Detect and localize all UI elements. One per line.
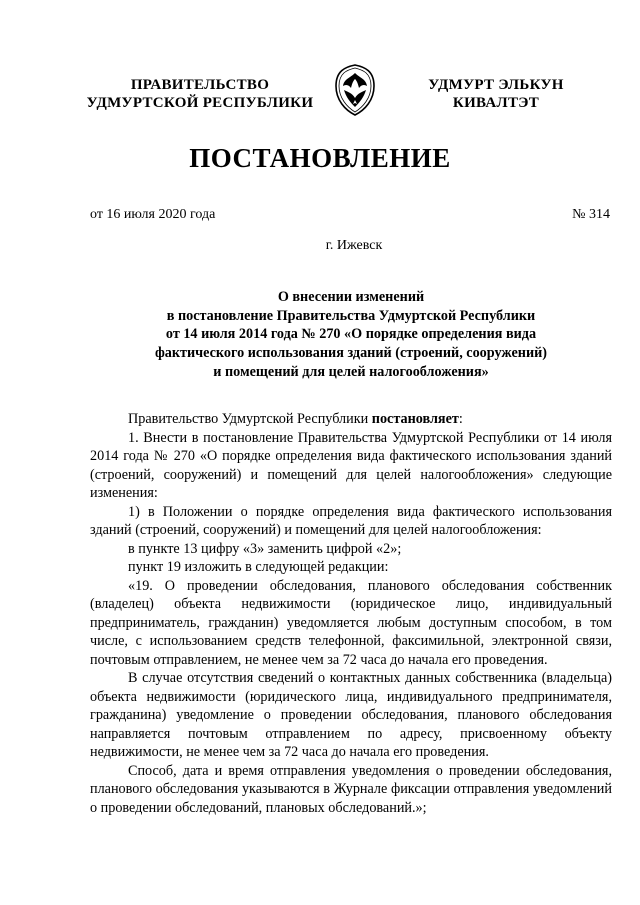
issuer-udmurt-line-2: КИВАЛТЭТ <box>452 95 540 111</box>
issuer-name-russian <box>84 76 316 112</box>
body-paragraph: пункт 19 изложить в следующей редакции: <box>128 559 389 575</box>
body-paragraph: 1) в Положении о порядке определения вида фактического использования зданий (строений, сооружений) и помещений для целей налогообложения: <box>90 503 612 538</box>
body-paragraph: 1. Внести в постановление Правительства Удмуртской Республики от 14 июля 2014 года № 270 «О порядке определения вида фактического использования зданий (строений, сооружений) и помещений для целей налогообложения» следующие изменения: <box>90 429 612 501</box>
issuer-line-2: УДМУРТСКОЙ РЕСПУБЛИКИ <box>86 95 314 111</box>
document-subject <box>90 288 612 382</box>
udmurtia-coat-of-arms-icon <box>334 64 376 116</box>
body-paragraph: в пункте 13 цифру «3» заменить цифрой «2»; <box>128 540 402 557</box>
body-paragraph: «19. О проведении обследования, планового обследования собственник (владелец) объекта недвижимости (юридическое лицо, индивидуальный предприниматель, гражданин) уведомляется любым доступным способом, в том числе, с использованием средств телефонной, факсимильной, электронной связи, почтовым отправлением, не менее чем за 72 часа до начала его проведения. <box>90 577 612 668</box>
document-city: г. Ижевск <box>325 238 383 253</box>
document-title: ПОСТАНОВЛЕНИЕ <box>189 143 451 173</box>
issuer-line-1: ПРАВИТЕЛЬСТВО <box>130 77 270 93</box>
subject-line: О внесении изменений <box>277 289 425 305</box>
document-number: № 314 <box>572 207 610 222</box>
issuer-name-udmurt <box>416 76 576 112</box>
document-body <box>90 410 612 817</box>
intro-colon: : <box>458 411 463 427</box>
subject-line: фактического использования зданий (строений, сооружений) <box>154 345 548 362</box>
body-paragraph: В случае отсутствия сведений о контактных данных собственника (владельца) объекта недвижимости (юридического лица, индивидуального предпринимателя, гражданина) уведомление о проведении обследования, планового обследования направляется почтовым отправлением по адресу, присвоенному объекту недвижимости, не менее чем за 72 часа до начала его проведения. <box>90 670 612 760</box>
subject-line: от 14 июля 2014 года № 270 «О порядке определения вида <box>165 326 537 343</box>
subject-line: в постановление Правительства Удмуртской Республики <box>166 307 536 324</box>
intro-paragraph <box>90 410 612 429</box>
body-paragraph: Способ, дата и время отправления уведомления о проведении обследования, планового обследования указываются в Журнале фиксации отправления уведомлений о проведении обследований, плановых обследований.»; <box>90 762 612 816</box>
intro-verb: постановляет <box>371 411 459 427</box>
subject-line: и помещений для целей налогообложения» <box>213 363 489 380</box>
intro-text: Правительство Удмуртской Республики <box>128 411 372 427</box>
issuer-udmurt-line-1: УДМУРТ ЭЛЬКУН <box>428 77 564 93</box>
document-date: от 16 июля 2020 года <box>90 207 216 222</box>
